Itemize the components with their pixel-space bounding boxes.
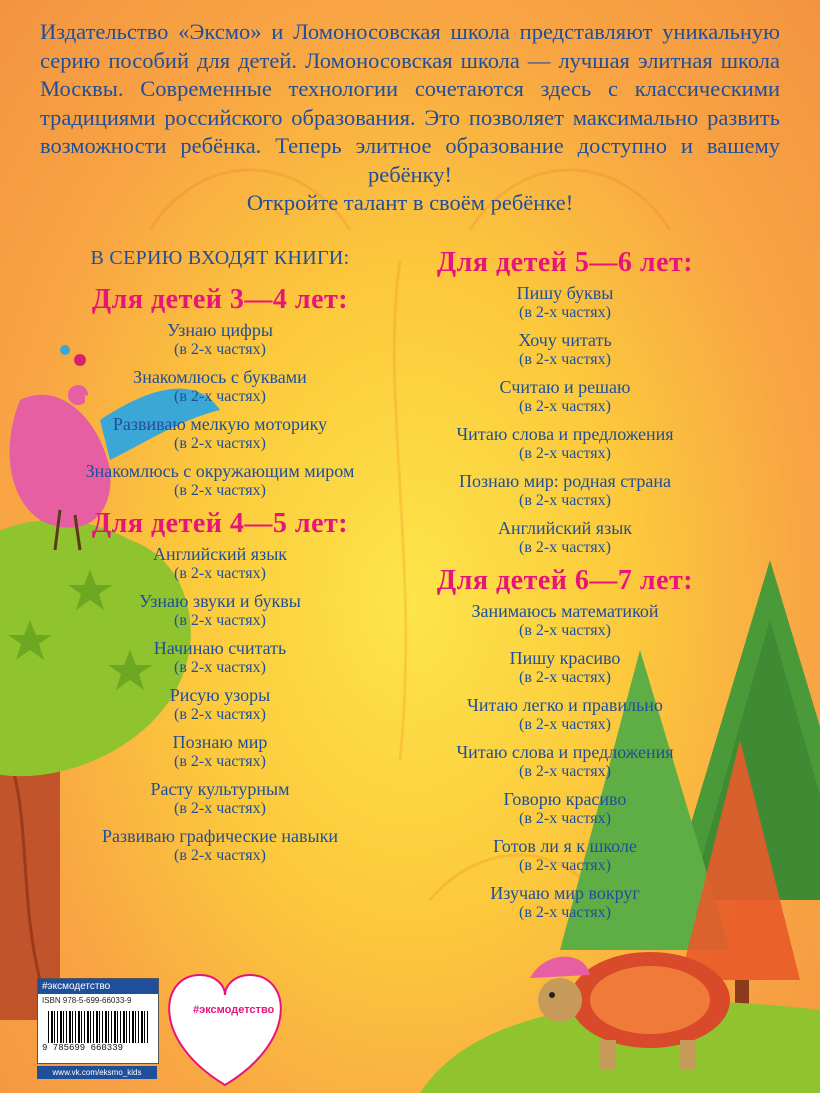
- book-parts: (в 2-х частях): [174, 565, 266, 582]
- book-item: [70, 591, 370, 630]
- book-item: [70, 779, 370, 818]
- book-title: Знакомлюсь с окружающим миром: [85, 461, 355, 481]
- isbn-number: ISBN 978-5-699-66033-9: [42, 996, 132, 1005]
- book-parts: (в 2-х частях): [519, 669, 611, 686]
- book-item: [420, 330, 710, 369]
- book-parts: (в 2-х частях): [519, 539, 611, 556]
- book-parts: (в 2-х частях): [519, 763, 611, 780]
- book-title: Изучаю мир вокруг: [490, 883, 640, 903]
- book-item: [420, 518, 710, 557]
- intro-text: [40, 18, 780, 218]
- book-parts: (в 2-х частях): [174, 341, 266, 358]
- book-parts: (в 2-х частях): [519, 857, 611, 874]
- book-title: Начинаю считать: [153, 638, 287, 658]
- book-parts: (в 2-х частях): [519, 904, 611, 921]
- age-heading-4-5: Для детей 4—5 лет:: [91, 508, 349, 539]
- book-title: Читаю слова и предложения: [456, 424, 674, 444]
- book-title: Узнаю звуки и буквы: [139, 591, 301, 611]
- book-parts: (в 2-х частях): [519, 810, 611, 827]
- book-title: Занимаюсь математикой: [471, 601, 659, 621]
- book-item: [420, 601, 710, 640]
- book-item: [70, 414, 370, 453]
- barcode-digits: 9 785699 660339: [42, 1043, 124, 1053]
- book-parts: (в 2-х частях): [174, 659, 266, 676]
- book-item: [420, 695, 710, 734]
- book-parts: (в 2-х частях): [519, 445, 611, 462]
- book-title: Знакомлюсь с буквами: [133, 367, 307, 387]
- book-item: [70, 685, 370, 724]
- book-item: [70, 826, 370, 865]
- book-parts: (в 2-х частях): [174, 612, 266, 629]
- book-item: [420, 789, 710, 828]
- book-parts: (в 2-х частях): [174, 847, 266, 864]
- age-heading-5-6: Для детей 5—6 лет:: [436, 247, 694, 278]
- book-item: [420, 283, 710, 322]
- book-title: Познаю мир: родная страна: [459, 471, 671, 491]
- book-title: Рисую узоры: [169, 685, 271, 705]
- age-heading-3-4: Для детей 3—4 лет:: [91, 284, 349, 315]
- left-column: [70, 247, 370, 873]
- vk-link: www.vk.com/eksmo_kids: [37, 1066, 157, 1079]
- book-title: Пишу красиво: [509, 648, 621, 668]
- book-title: Считаю и решаю: [499, 377, 631, 397]
- book-item: [420, 471, 710, 510]
- book-item: [70, 732, 370, 771]
- book-item: [420, 883, 710, 922]
- book-title: Говорю красиво: [503, 789, 627, 809]
- book-item: [70, 544, 370, 583]
- heart-hashtag: #эксмодетство: [193, 1004, 275, 1016]
- book-title: Развиваю мелкую моторику: [112, 414, 328, 434]
- book-item: [70, 461, 370, 500]
- book-parts: (в 2-х частях): [174, 800, 266, 817]
- book-title: Английский язык: [497, 518, 633, 538]
- book-title: Узнаю цифры: [167, 320, 273, 340]
- book-parts: (в 2-х частях): [174, 482, 266, 499]
- book-title: Расту культурным: [150, 779, 290, 799]
- book-title: Развиваю графические навыки: [101, 826, 339, 846]
- age-heading-6-7: Для детей 6—7 лет:: [436, 565, 694, 596]
- book-item: [420, 836, 710, 875]
- book-parts: (в 2-х частях): [174, 435, 266, 452]
- hashtag-label: #эксмодетство: [38, 979, 158, 994]
- book-parts: (в 2-х частях): [519, 398, 611, 415]
- book-title: Читаю легко и правильно: [467, 695, 663, 715]
- right-column: [420, 247, 710, 930]
- book-item: [420, 742, 710, 781]
- book-parts: (в 2-х частях): [174, 706, 266, 723]
- book-parts: (в 2-х частях): [174, 388, 266, 405]
- barcode: [48, 1011, 148, 1043]
- book-parts: (в 2-х частях): [519, 351, 611, 368]
- book-title: Читаю слова и предложения: [456, 742, 674, 762]
- book-parts: (в 2-х частях): [174, 753, 266, 770]
- book-title: Английский язык: [152, 544, 288, 564]
- book-parts: (в 2-х частях): [519, 304, 611, 321]
- book-item: [70, 320, 370, 359]
- book-item: [420, 377, 710, 416]
- intro-paragraph: Издательство «Эксмо» и Ломоносовская школа представляют уникальную серию пособий для детей. Ломоносовская школа — лучшая элитная школа Москвы. Современные технологии сочетаются здесь с классическими традициями российского образования. Это позволяет максимально развить возможности ребёнка. Теперь элитное образование доступно и вашему ребёнку!: [40, 19, 780, 187]
- book-title: Пишу буквы: [516, 283, 614, 303]
- book-parts: (в 2-х частях): [519, 622, 611, 639]
- eksmo-heart-logo: [169, 975, 281, 1085]
- intro-slogan: Откройте талант в своём ребёнке!: [246, 190, 574, 215]
- book-item: [70, 367, 370, 406]
- book-title: Познаю мир: [172, 732, 268, 752]
- book-title: Хочу читать: [518, 330, 612, 350]
- book-parts: (в 2-х частях): [519, 716, 611, 733]
- book-item: [420, 424, 710, 463]
- isbn-barcode-block: [37, 978, 159, 1064]
- book-item: [70, 638, 370, 677]
- book-title: Готов ли я к школе: [493, 836, 637, 856]
- series-title: В СЕРИЮ ВХОДЯТ КНИГИ:: [90, 247, 350, 269]
- book-item: [420, 648, 710, 687]
- book-parts: (в 2-х частях): [519, 492, 611, 509]
